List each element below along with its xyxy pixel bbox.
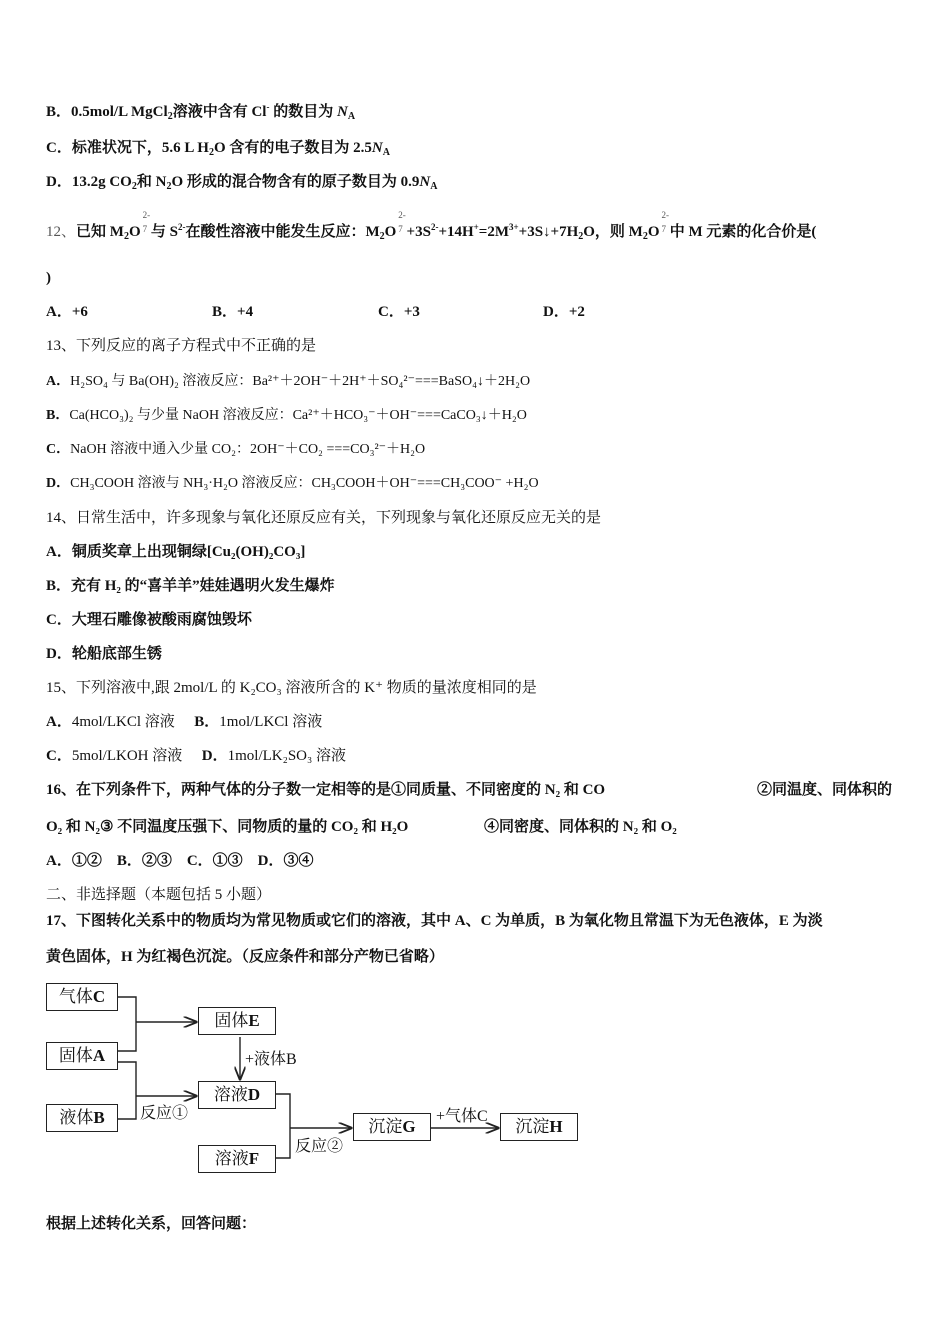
box-label: 固体 <box>58 1046 93 1065</box>
subscript: 2 <box>642 231 648 242</box>
text: +3S <box>402 224 431 240</box>
option-text: 充有 H₂ 的“喜羊羊”娃娃遇明火发生爆炸 <box>71 578 335 594</box>
text: O 形成的混合物含有的原子数目为 0.9 <box>171 174 420 190</box>
subscript: A <box>430 181 438 192</box>
avogadro-n: N <box>371 140 383 156</box>
option-key: C． <box>46 612 72 628</box>
superscript: 2- <box>430 222 439 232</box>
avogadro-n: N <box>336 104 348 120</box>
section-title: 二、非选择题（本题包括 5 小题） <box>46 887 272 903</box>
box-label: 溶液 <box>214 1149 249 1168</box>
superscript: + <box>473 222 479 232</box>
subscript: 2 <box>578 231 584 242</box>
avogadro-n: N <box>419 174 431 190</box>
option-key: C． <box>46 748 72 764</box>
q15-options-row2 <box>46 746 346 766</box>
text: 标准状况下，5.6 L H <box>71 140 209 156</box>
option-text: Ca(HCO₃)₂ 与少量 NaOH 溶液反应：Ca²⁺＋HCO₃⁻＋OH⁻===CaCO₃↓＋H₂O <box>69 408 527 423</box>
q12-option-d <box>543 302 585 322</box>
text: O <box>384 224 397 240</box>
option-text: 5mol/LKOH 溶液 <box>71 748 183 764</box>
option-key: B． <box>212 304 238 320</box>
q13-option-a <box>46 372 530 392</box>
box-label: 液体 <box>59 1108 94 1127</box>
q12-option-c <box>378 302 420 322</box>
ion-charge <box>141 210 151 242</box>
text: =2M <box>478 224 510 240</box>
text: 和 N <box>136 174 167 190</box>
label-reaction-2: 反应② <box>295 1138 344 1155</box>
option-text: 1mol/LKCl 溶液 <box>219 714 323 730</box>
q13-option-c <box>46 440 425 460</box>
q17-stem-line2: 黄色固体，H 为红褐色沉淀。（反应条件和部分产物已省略） <box>46 949 444 965</box>
box-label: 沉淀 <box>368 1117 403 1136</box>
text: 与 S <box>147 224 178 240</box>
q16-stem-line2a: O₂ 和 N₂③ 不同温度压强下、同物质的量的 CO₂ 和 H₂O <box>46 819 409 835</box>
subscript: 7 <box>661 224 667 234</box>
option-value: +6 <box>71 304 88 320</box>
box-gas-c <box>46 983 118 1011</box>
box-solution-f <box>198 1145 276 1173</box>
option-key: D． <box>46 476 71 491</box>
option-value: +2 <box>568 304 585 320</box>
box-solid-e <box>198 1007 276 1035</box>
charge: 2- <box>661 210 670 220</box>
subscript: 2 <box>131 181 137 192</box>
option-key: A． <box>46 304 72 320</box>
text: +3S↓+7H <box>518 224 579 240</box>
q11-option-d <box>46 172 437 192</box>
text: O <box>128 224 141 240</box>
q15-stem: 15、下列溶液中,跟 2mol/L 的 K₂CO₃ 溶液所含的 K⁺ 物质的量浓度相同的是 <box>46 680 537 696</box>
text: 溶液中含有 Cl <box>172 104 267 120</box>
option-key: A． <box>46 544 72 560</box>
option-text: 4mol/LKCl 溶液 <box>71 714 175 730</box>
q16-stem-line1b: ②同温度、同体积的 <box>757 782 893 798</box>
option-key: A． <box>46 714 72 730</box>
text: O 含有的电子数目为 2.5 <box>213 140 372 156</box>
box-letter: B <box>93 1108 105 1127</box>
box-label: 气体 <box>58 987 93 1006</box>
q11-option-b <box>46 102 355 122</box>
subscript: A <box>347 111 356 122</box>
text: 在酸性溶液中能发生反应：M <box>185 224 380 240</box>
option-key: B． <box>46 578 72 594</box>
q15-option-b <box>194 714 322 730</box>
q17-stem-line1: 17、下图转化关系中的物质均为常见物质或它们的溶液，其中 A、C 为单质，B 为氧化物且常温下为无色液体，E 为淡 <box>46 913 823 929</box>
q12-option-b <box>212 302 253 322</box>
text: O <box>647 224 660 240</box>
text: 的数目为 <box>269 104 337 120</box>
option-key: D． <box>46 174 72 190</box>
option-text: 轮船底部生锈 <box>71 646 162 662</box>
option-key: D． <box>46 646 72 662</box>
option-key: C． <box>378 304 404 320</box>
option-key: D． <box>543 304 569 320</box>
box-solid-a <box>46 1042 118 1070</box>
q17-prompt: 根据上述转化关系，回答问题： <box>46 1216 257 1232</box>
label-reaction-1: 反应① <box>140 1105 189 1122</box>
text: 中 M 元素的化合价是( <box>666 224 817 240</box>
q15-option-a <box>46 714 175 730</box>
q14-option-a <box>46 542 305 562</box>
q11-option-c <box>46 138 390 158</box>
q15-option-c <box>46 748 182 764</box>
q16-options: A．①② B．②③ C．①③ D．③④ <box>46 853 314 869</box>
box-label: 溶液 <box>213 1085 248 1104</box>
box-letter: D <box>247 1085 261 1104</box>
option-value: +3 <box>403 304 420 320</box>
q14-option-c <box>46 610 252 630</box>
box-precipitate-h <box>500 1113 578 1141</box>
box-letter: F <box>248 1149 260 1168</box>
charge: 2- <box>398 210 406 220</box>
ion-charge <box>660 210 670 242</box>
subscript: 2 <box>167 111 173 122</box>
subscript: 7 <box>398 224 403 234</box>
option-text: NaOH 溶液中通入少量 CO₂：2OH⁻＋CO₂ ===CO₃²⁻＋H₂O <box>70 442 426 457</box>
option-key: D． <box>201 748 228 764</box>
option-key: B． <box>46 408 70 423</box>
label-plus-liquid-b: +液体B <box>245 1051 297 1068</box>
option-text: H₂SO₄ 与 Ba(OH)₂ 溶液反应：Ba²⁺＋2OH⁻＋2H⁺＋SO₄²⁻===BaSO₄↓＋2H₂O <box>70 374 531 389</box>
option-key: C． <box>46 442 71 457</box>
q12-close-paren: ) <box>46 270 51 286</box>
box-letter: G <box>402 1117 416 1136</box>
q13-stem: 13、下列反应的离子方程式中不正确的是 <box>46 338 317 354</box>
superscript: 3+ <box>509 222 519 232</box>
option-text: 大理石雕像被酸雨腐蚀毁坏 <box>71 612 252 628</box>
q12-stem <box>46 210 817 242</box>
ion-charge <box>396 210 406 242</box>
box-label: 固体 <box>214 1011 249 1030</box>
box-solution-d <box>198 1081 276 1109</box>
box-letter: H <box>549 1117 563 1136</box>
superscript: 2- <box>177 222 186 232</box>
box-liquid-b <box>46 1104 118 1132</box>
q15-options-row1 <box>46 712 322 732</box>
question-number: 12、 <box>46 224 77 240</box>
q13-option-b <box>46 406 527 426</box>
text: 0.5mol/L MgCl <box>71 104 168 120</box>
q13-option-d <box>46 474 539 494</box>
subscript: A <box>382 147 390 158</box>
q14-option-d <box>46 644 162 664</box>
option-text: 铜质奖章上出现铜绿[Cu₂(OH)₂CO₃] <box>71 544 306 560</box>
option-text: CH₃COOH 溶液与 NH₃·H₂O 溶液反应：CH₃COOH＋OH⁻===CH₃COO⁻ +H₂O <box>70 476 539 491</box>
box-precipitate-g <box>353 1113 431 1141</box>
superscript: - <box>266 102 270 112</box>
subscript: 7 <box>142 224 148 234</box>
option-key: B． <box>46 104 72 120</box>
option-key: C． <box>46 140 72 156</box>
q12-option-a <box>46 302 88 322</box>
charge: 2- <box>142 210 151 220</box>
text: 已知 M <box>76 224 124 240</box>
q16-stem-line1a: 16、在下列条件下，两种气体的分子数一定相等的是①同质量、不同密度的 N₂ 和 CO <box>46 782 606 798</box>
subscript: 2 <box>379 231 385 242</box>
q14-stem: 14、日常生活中，许多现象与氧化还原反应有关，下列现象与氧化还原反应无关的是 <box>46 510 602 526</box>
option-key: B． <box>194 714 220 730</box>
option-value: +4 <box>237 304 254 320</box>
box-label: 沉淀 <box>515 1117 550 1136</box>
box-letter: C <box>92 987 106 1006</box>
option-text: 1mol/LK₂SO₃ 溶液 <box>227 748 346 764</box>
q15-option-d <box>202 748 346 764</box>
text: +14H <box>438 224 474 240</box>
subscript: 2 <box>123 231 129 242</box>
subscript: 2 <box>208 147 214 158</box>
text: 13.2g CO <box>71 174 132 190</box>
label-plus-gas-c: +气体C <box>436 1108 488 1125</box>
q14-option-b <box>46 576 335 596</box>
box-letter: A <box>92 1046 106 1065</box>
subscript: 2 <box>166 181 172 192</box>
q16-stem-line2b: ④同密度、同体积的 N₂ 和 O₂ <box>484 819 677 835</box>
box-letter: E <box>248 1011 260 1030</box>
text: O，则 M <box>583 224 643 240</box>
option-key: A． <box>46 374 71 389</box>
